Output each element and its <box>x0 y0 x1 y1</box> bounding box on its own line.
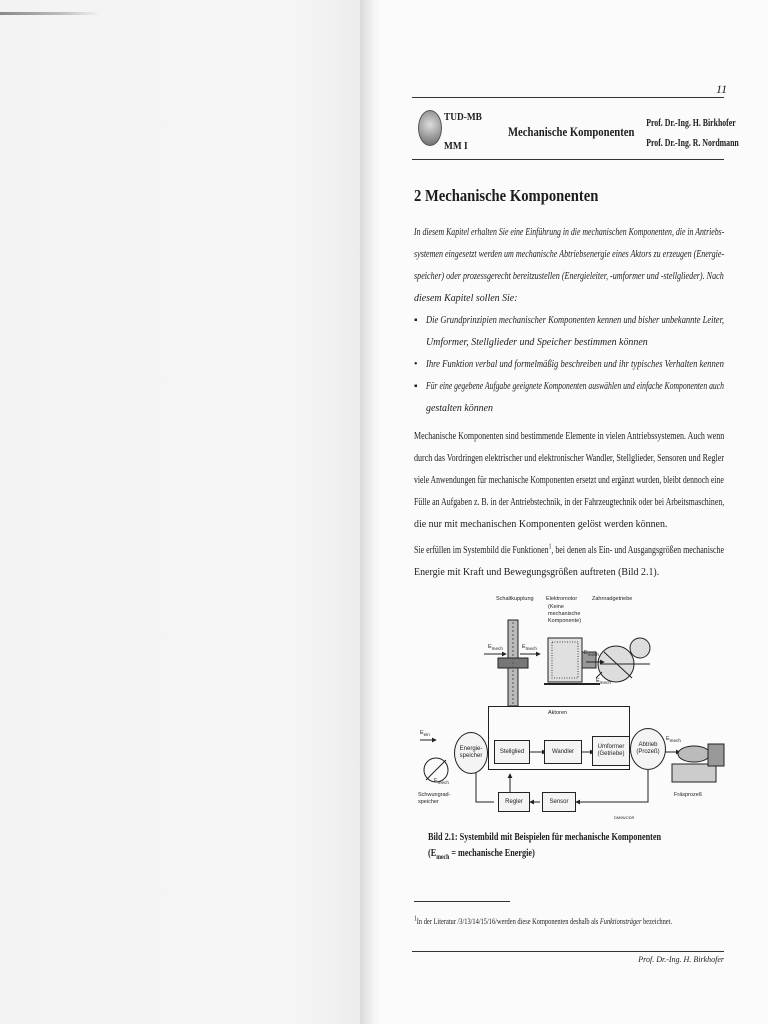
header-org: TUD-MB <box>444 111 482 123</box>
header-left <box>444 103 482 161</box>
chapter-title: 2 Mechanische Komponenten <box>414 186 599 205</box>
system-diagram <box>418 592 730 824</box>
header-rule-top <box>412 97 724 98</box>
intro-line: speicher) oder prozessgerecht bereitzustellen (Energieleiter, -umformer und -stellglieder). Nach <box>414 271 724 282</box>
box-umformer: Umformer (Getriebe) <box>592 736 630 766</box>
label-schwungradspeicher: Schwungrad-speicher <box>418 792 451 805</box>
book-spine <box>360 0 380 1024</box>
box-wandler: Wandler <box>544 740 582 764</box>
label-emech: $E_{mech}$ <box>434 778 449 786</box>
box-sensor: Sensor <box>542 792 576 812</box>
label-elektromotor-note: (Keine mechanische Komponente) <box>548 604 582 624</box>
body-paragraph-2 <box>414 540 726 584</box>
objective-line: Für eine gegebene Aufgabe geeignete Komponenten auswählen und einfache Komponenten auch <box>426 381 725 392</box>
header-author-1: Prof. Dr.-Ing. H. Birkhofer <box>646 118 736 129</box>
label-frasprozess: Fräsprozeß <box>674 792 703 798</box>
label-elektromotor: Elektromotor <box>546 596 578 602</box>
footnote-rule <box>414 901 510 902</box>
objective-line: Die Grundprinzipien mechanischer Komponenten kennen und bisher unbekannte Leiter, <box>426 315 725 326</box>
footnote-reference[interactable]: 1 <box>548 542 552 551</box>
header-author-2: Prof. Dr.-Ing. R. Nordmann <box>646 138 739 149</box>
objective-item <box>414 376 726 420</box>
header-authors <box>624 114 739 154</box>
header-course: MM I <box>444 140 468 152</box>
page-footer: Prof. Dr.-Ing. H. Birkhofer <box>638 955 724 964</box>
objective-item <box>414 310 726 354</box>
bullet-icon: ▪ <box>414 315 418 326</box>
body-line: die nur mit mechanischen Komponenten gelöst werden können. <box>414 519 668 530</box>
footnote-mark: 1 <box>414 914 417 923</box>
intro-line: systemen eingesetzt werden um mechanische Abtriebsenergie eines Aktors zu erzeugen (Energie- <box>414 249 725 260</box>
motor-drawing <box>544 638 600 684</box>
body-text: Sie erfüllen im Systembild die Funktionen <box>414 545 549 556</box>
intro-line: diesem Kapitel sollen Sie: <box>414 293 518 304</box>
body-line: Fülle an Aufgaben z. B. in der Antriebstechnik, in der Fahrzeugtechnik oder bei Arbeitsmaschinen, <box>414 497 725 508</box>
learning-objectives <box>414 310 726 420</box>
footnote: $^1$In der Literatur /3/13/14/15/16/werden diese Komponenten deshalb als Funktionsträger bezeichnet. <box>414 914 673 926</box>
milling-drawing <box>672 744 724 782</box>
caption-line-2: ($E_{mech}$ = mechanische Energie) <box>428 848 535 861</box>
label-emech: $E_{mech}$ <box>666 736 681 744</box>
bullet-icon: • <box>414 359 418 370</box>
caption-line-1: Bild 2.1: Systembild mit Beispielen für mechanische Komponenten <box>428 832 662 843</box>
body-line: Energie mit Kraft und Bewegungsgrößen auftreten (Bild 2.1). <box>414 567 660 578</box>
body-text: , bei denen als Ein- und Ausgangsgrößen mechanische <box>551 545 725 556</box>
body-line: durch das Vordringen elektrischer und elektronischer Wandler, Stellglieder, Sensoren und Regler <box>414 453 725 464</box>
scan-artifact <box>0 12 100 15</box>
body-line: viele Anwendungen für mechanische Komponenten ersetzt und ergänzt wurden, bleibt dennoch eine <box>414 475 724 486</box>
footnote-term: Funktionsträger <box>599 917 642 926</box>
bullet-icon: ▪ <box>414 381 418 392</box>
body-line: Mechanische Komponenten sind bestimmende Elemente in vielen Antriebssystemen. Auch wenn <box>414 431 725 442</box>
label-aktoren: Aktoren <box>548 710 567 716</box>
header-rule-bottom <box>412 159 724 160</box>
intro-paragraph <box>414 222 726 310</box>
label-emech: $E_{mech}$ <box>596 678 611 686</box>
figure-caption <box>428 830 661 865</box>
box-energiespeicher: Energie-speicher <box>454 732 488 774</box>
box-regler: Regler <box>498 792 530 812</box>
intro-line: In diesem Kapitel erhalten Sie eine Einführung in die mechanischen Komponenten, die in Antriebs- <box>414 227 725 238</box>
page-number: 11 <box>716 82 728 96</box>
body-paragraph-1 <box>414 426 726 536</box>
clutch-drawing <box>498 620 528 706</box>
objective-line: gestalten können <box>426 403 494 414</box>
box-abtrieb: Abtrieb (Prozeß) <box>630 728 666 770</box>
label-emech: $E_{mech}$ <box>584 650 599 658</box>
objective-line: Ihre Funktion verbal und formelmäßig beschreiben und ihr typisches Verhalten kennen <box>426 359 724 370</box>
label-schaltkupplung: Schaltkupplung <box>496 596 534 602</box>
box-stellglied: Stellglied <box>494 740 530 764</box>
footer-rule <box>412 951 724 952</box>
objective-line: Umformer, Stellglieder und Speicher bestimmen können <box>426 337 648 348</box>
objective-item <box>414 354 726 376</box>
university-seal-icon <box>418 110 442 146</box>
label-emech: $E_{mech}$ <box>522 644 537 652</box>
label-zahnradgetriebe: Zahnradgetriebe <box>592 596 633 602</box>
figure-code: DM96/CDR <box>614 815 635 820</box>
body-line <box>414 540 725 562</box>
label-emech: $E_{mech}$ <box>488 644 503 652</box>
left-page <box>0 0 362 1024</box>
gearbox-drawing <box>598 638 650 682</box>
header-title: Mechanische Komponenten <box>508 124 635 139</box>
label-ein: $E_{ein}$ <box>420 730 430 738</box>
